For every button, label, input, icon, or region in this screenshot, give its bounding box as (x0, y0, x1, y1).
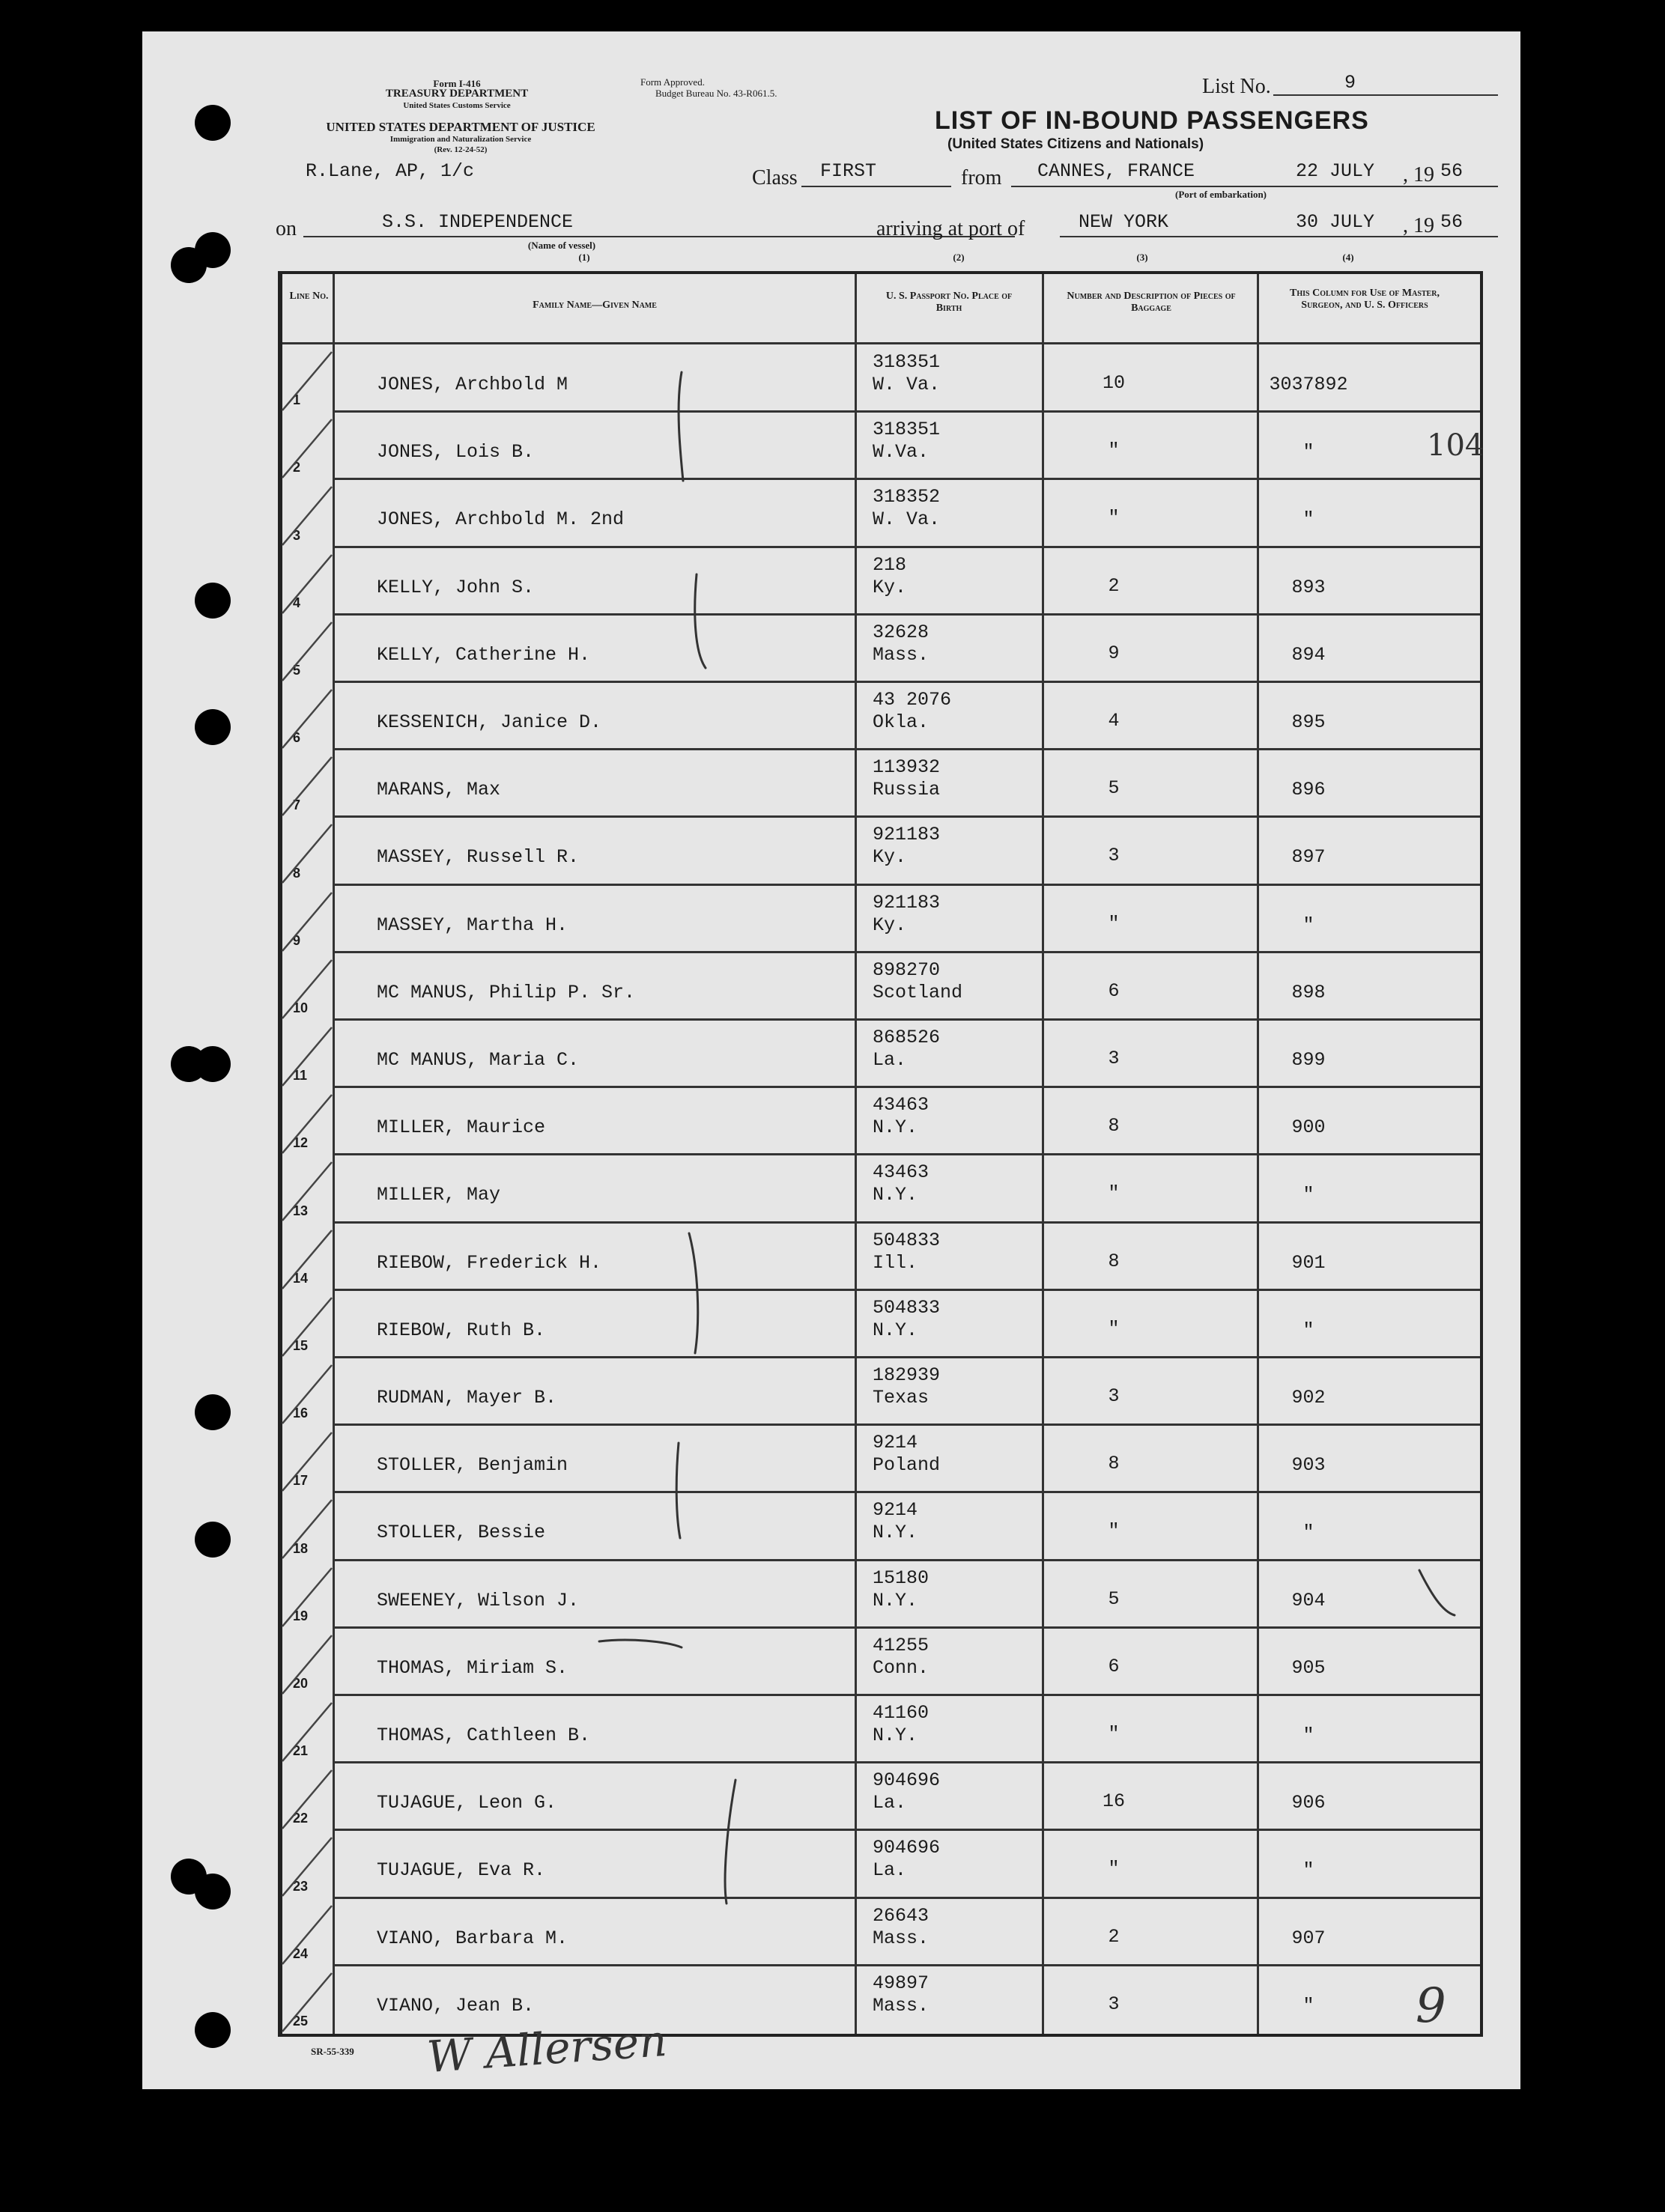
passenger-name: VIANO, Barbara M. (377, 1927, 568, 1949)
document-page (142, 31, 1520, 2089)
officer-use: 903 (1291, 1454, 1326, 1477)
officer-use: " (1302, 914, 1314, 936)
passport-no: 904696 (873, 1837, 941, 1859)
baggage-count: 3 (1108, 1993, 1120, 2015)
passport-no: 921183 (873, 891, 941, 914)
baggage-count: 10 (1102, 372, 1125, 395)
baggage-count: " (1108, 440, 1120, 462)
place-of-birth: Ky. (873, 914, 907, 936)
header-name: Family Name—Given Name (533, 300, 657, 311)
col-num-4: (4) (1342, 252, 1354, 263)
vessel-name: S.S. INDEPENDENCE (382, 211, 574, 233)
officer-use: 902 (1291, 1387, 1326, 1409)
place-of-birth: N.Y. (873, 1116, 918, 1139)
passenger-name: STOLLER, Bessie (377, 1522, 546, 1544)
place-of-birth: N.Y. (873, 1725, 918, 1747)
place-of-birth: Mass. (873, 643, 929, 666)
officer-use: " (1302, 441, 1314, 464)
place-of-birth: La. (873, 1859, 907, 1882)
col-num-3: (3) (1136, 252, 1148, 263)
baggage-count: " (1108, 1520, 1120, 1543)
form-number: Form I-416 (433, 78, 481, 89)
passport-no: 26643 (873, 1904, 929, 1927)
customs-service: United States Customs Service (403, 101, 511, 110)
passenger-name: JONES, Archbold M. 2nd (377, 508, 625, 531)
line-number: 8 (293, 865, 301, 881)
form-approved: Form Approved. (640, 76, 705, 88)
depart-date: 22 JULY (1296, 160, 1375, 182)
line-number: 1 (293, 392, 301, 408)
line-number: 20 (293, 1675, 309, 1691)
line-number: 4 (293, 595, 301, 610)
line-number: 5 (293, 662, 301, 678)
passport-no: 43 2076 (873, 689, 952, 711)
officer-use: 900 (1291, 1116, 1326, 1139)
officer-use: 895 (1291, 711, 1326, 734)
class-label: Class (752, 166, 798, 189)
signature: W Allersen (425, 2014, 669, 2083)
embark-port: CANNES, FRANCE (1037, 160, 1195, 182)
line-number: 13 (293, 1203, 309, 1218)
place-of-birth: W.Va. (873, 441, 929, 464)
officer-use: 894 (1291, 643, 1326, 666)
passport-no: 318351 (873, 351, 941, 374)
officer-use: " (1302, 1994, 1314, 2017)
line-number: 21 (293, 1743, 309, 1759)
passport-no: 868526 (873, 1027, 941, 1049)
line-number: 12 (293, 1135, 309, 1151)
officer-use: 904 (1291, 1589, 1326, 1611)
passenger-name: THOMAS, Miriam S. (377, 1656, 568, 1679)
margin-note-top: 104 (1427, 428, 1484, 463)
passenger-name: MC MANUS, Maria C. (377, 1049, 580, 1072)
officer-use: 905 (1291, 1656, 1326, 1679)
place-of-birth: Texas (873, 1387, 929, 1409)
col-num-1: (1) (578, 252, 590, 263)
line-number: 19 (293, 1608, 309, 1623)
officer-use: " (1302, 1725, 1314, 1747)
budget-bureau: Budget Bureau No. 43-R061.5. (655, 88, 777, 99)
passenger-name: TUJAGUE, Eva R. (377, 1859, 546, 1882)
place-of-birth: Mass. (873, 1994, 929, 2017)
passport-no: 504833 (873, 1229, 941, 1251)
officer-use: 906 (1291, 1792, 1326, 1814)
baggage-count: " (1108, 1317, 1120, 1340)
passenger-name: MASSEY, Russell R. (377, 846, 580, 869)
margin-note-bottom: 9 (1416, 1978, 1446, 2034)
passenger-name: RIEBOW, Ruth B. (377, 1319, 546, 1341)
line-number: 18 (293, 1540, 309, 1556)
place-of-birth: N.Y. (873, 1184, 918, 1206)
line-number: 2 (293, 460, 301, 475)
baggage-count: 4 (1108, 710, 1120, 732)
passport-no: 41160 (873, 1702, 929, 1725)
baggage-count: 9 (1108, 642, 1120, 664)
passenger-name: MASSEY, Martha H. (377, 914, 568, 936)
line-number: 14 (293, 1270, 309, 1286)
baggage-count: " (1108, 1182, 1120, 1205)
place-of-birth: La. (873, 1792, 907, 1814)
place-of-birth: Scotland (873, 981, 963, 1003)
page-title: LIST OF IN-BOUND PASSENGERS (935, 106, 1369, 135)
baggage-count: 3 (1108, 1385, 1120, 1408)
baggage-count: 16 (1102, 1790, 1125, 1813)
passenger-name: STOLLER, Benjamin (377, 1454, 568, 1477)
place-of-birth: N.Y. (873, 1589, 918, 1611)
place-of-birth: Mass. (873, 1927, 929, 1949)
passport-no: 9214 (873, 1499, 918, 1522)
class-value: FIRST (820, 160, 877, 182)
place-of-birth: Ky. (873, 576, 907, 598)
revision-date: (Rev. 12-24-52) (434, 145, 488, 154)
passenger-name: THOMAS, Cathleen B. (377, 1725, 591, 1747)
place-of-birth: W. Va. (873, 508, 941, 531)
passport-no: 318352 (873, 486, 941, 508)
place-of-birth: Ky. (873, 846, 907, 869)
vessel-caption: (Name of vessel) (527, 240, 596, 251)
passenger-name: KELLY, John S. (377, 576, 535, 598)
place-of-birth: Ill. (873, 1251, 918, 1274)
place-of-birth: N.Y. (873, 1522, 918, 1544)
passenger-name: KESSENICH, Janice D. (377, 711, 602, 734)
officer-use: 901 (1291, 1251, 1326, 1274)
officer-use: 899 (1291, 1049, 1326, 1072)
agent-name: R.Lane, AP, 1/c (306, 160, 475, 182)
baggage-count: 8 (1108, 1115, 1120, 1137)
line-number: 23 (293, 1878, 309, 1894)
col-num-2: (2) (953, 252, 965, 263)
passport-no: 49897 (873, 1972, 929, 1994)
passport-no: 41255 (873, 1634, 929, 1656)
passport-no: 43463 (873, 1161, 929, 1184)
line-number: 15 (293, 1337, 309, 1353)
line-number: 11 (293, 1068, 308, 1084)
passport-no: 904696 (873, 1769, 941, 1792)
place-of-birth: Poland (873, 1454, 941, 1477)
footer-code: SR-55-339 (311, 2046, 354, 2057)
line-number: 24 (293, 1945, 309, 1961)
handwritten-marks (142, 31, 1520, 2089)
arrival-date: 30 JULY (1296, 211, 1375, 233)
depart-year-prefix: , 19 (1403, 163, 1434, 186)
passport-no: 921183 (873, 824, 941, 846)
line-number: 6 (293, 730, 301, 746)
officer-use: " (1302, 1859, 1314, 1882)
baggage-count: " (1108, 507, 1120, 529)
passport-no: 32628 (873, 621, 929, 643)
depart-year: 56 (1440, 160, 1464, 182)
list-no-value: 9 (1344, 72, 1356, 94)
place-of-birth: Okla. (873, 711, 929, 734)
officer-use: " (1302, 508, 1314, 531)
baggage-count: 3 (1108, 845, 1120, 867)
passenger-name: RIEBOW, Frederick H. (377, 1251, 602, 1274)
treasury-dept: TREASURY DEPARTMENT (385, 88, 529, 100)
passport-no: 504833 (873, 1296, 941, 1319)
justice-dept: UNITED STATES DEPARTMENT OF JUSTICE (326, 120, 595, 134)
passenger-name: JONES, Archbold M (377, 374, 568, 396)
baggage-count: 5 (1108, 1587, 1120, 1610)
passenger-name: MARANS, Max (377, 779, 501, 801)
baggage-count: " (1108, 912, 1120, 935)
line-number: 3 (293, 527, 301, 543)
line-number: 25 (293, 2013, 309, 2029)
arrival-port: NEW YORK (1079, 211, 1169, 233)
baggage-count: 5 (1108, 777, 1120, 800)
passport-no: 113932 (873, 756, 941, 779)
place-of-birth: La. (873, 1049, 907, 1072)
arriving-label: arriving at port of (876, 217, 1025, 240)
line-number: 7 (293, 797, 301, 813)
line-number: 17 (293, 1473, 309, 1489)
passport-no: 9214 (873, 1432, 918, 1454)
passport-no: 318351 (873, 419, 941, 441)
place-of-birth: Conn. (873, 1656, 929, 1679)
passenger-name: RUDMAN, Mayer B. (377, 1387, 557, 1409)
officer-use: 907 (1291, 1927, 1326, 1949)
officer-use: " (1302, 1522, 1314, 1544)
officer-use: 893 (1291, 576, 1326, 598)
passenger-name: SWEENEY, Wilson J. (377, 1589, 580, 1611)
baggage-count: 2 (1108, 574, 1120, 597)
passport-no: 15180 (873, 1567, 929, 1589)
passport-no: 43463 (873, 1094, 929, 1116)
passenger-name: MILLER, Maurice (377, 1116, 546, 1139)
officer-use: " (1302, 1319, 1314, 1341)
line-number: 9 (293, 932, 301, 948)
officer-use: 896 (1291, 779, 1326, 801)
page-subtitle: (United States Citizens and Nationals) (947, 136, 1204, 152)
passenger-name: TUJAGUE, Leon G. (377, 1792, 557, 1814)
passenger-name: MC MANUS, Philip P. Sr. (377, 981, 636, 1003)
passport-no: 218 (873, 553, 907, 576)
ins-service: Immigration and Naturalization Service (389, 135, 532, 144)
header-line-no: Line No. (289, 291, 329, 302)
passenger-name: JONES, Lois B. (377, 441, 535, 464)
baggage-count: " (1108, 1858, 1120, 1880)
baggage-count: 8 (1108, 1453, 1120, 1475)
arrival-year: 56 (1440, 211, 1464, 233)
arrival-year-prefix: , 19 (1403, 214, 1434, 237)
from-label: from (961, 166, 1002, 189)
officer-use: " (1302, 1184, 1314, 1206)
header-baggage: Number and Description of Pieces of Baggage (1067, 291, 1236, 314)
officer-use: 3037892 (1269, 374, 1348, 396)
header-officers: This Column for Use of Master, Surgeon, and U. S. Officers (1290, 288, 1440, 311)
list-no-label: List No. (1202, 75, 1271, 98)
passenger-name: MILLER, May (377, 1184, 501, 1206)
line-number: 16 (293, 1406, 309, 1421)
passport-no: 182939 (873, 1364, 941, 1387)
on-label: on (276, 217, 297, 240)
place-of-birth: N.Y. (873, 1319, 918, 1341)
line-number: 10 (293, 1000, 309, 1015)
baggage-count: 3 (1108, 1048, 1120, 1070)
passenger-name: VIANO, Jean B. (377, 1994, 535, 2017)
baggage-count: 6 (1108, 1655, 1120, 1677)
baggage-count: " (1108, 1723, 1120, 1745)
passport-no: 898270 (873, 958, 941, 981)
line-number: 22 (293, 1811, 309, 1826)
port-caption: (Port of embarkation) (1174, 189, 1267, 200)
baggage-count: 6 (1108, 979, 1120, 1002)
officer-use: 898 (1291, 981, 1326, 1003)
passenger-name: KELLY, Catherine H. (377, 643, 591, 666)
header-passport: U. S. Passport No. Place of Birth (885, 291, 1013, 314)
baggage-count: 8 (1108, 1250, 1120, 1272)
place-of-birth: W. Va. (873, 374, 941, 396)
baggage-count: 2 (1108, 1925, 1120, 1948)
officer-use: 897 (1291, 846, 1326, 869)
place-of-birth: Russia (873, 779, 941, 801)
